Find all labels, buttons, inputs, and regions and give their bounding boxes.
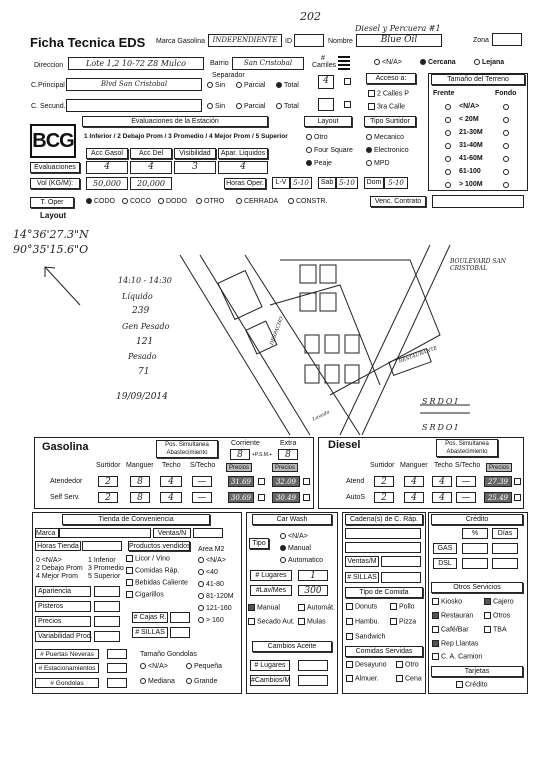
nombre-label: Nombre bbox=[328, 38, 353, 45]
label-lavado: Lavado bbox=[311, 409, 331, 423]
nombre-field[interactable]: Blue Oil bbox=[356, 34, 442, 47]
fondo-radio-3[interactable] bbox=[503, 143, 509, 149]
separador1-total[interactable]: Total bbox=[276, 82, 299, 89]
cadena-title: Cadena(s) de C. Ráp. bbox=[345, 514, 423, 525]
tamano-option-3: 31-40M bbox=[459, 142, 483, 149]
tamano-option-0: <N/A> bbox=[459, 103, 480, 110]
servicio-otros[interactable]: Otros bbox=[484, 612, 510, 619]
tamano-option-2: 21-30M bbox=[459, 129, 483, 136]
producto-checkbox-2[interactable]: Bebidas Caliente bbox=[126, 579, 188, 586]
gas-stecho-field[interactable]: — bbox=[192, 492, 212, 503]
label-restaurante: RESTAURANTE bbox=[398, 345, 439, 365]
carwash-automatico[interactable]: Automatico bbox=[280, 557, 323, 564]
carwash-lugares-field[interactable]: 1 bbox=[298, 570, 328, 581]
lejana-radio[interactable]: Lejana bbox=[474, 59, 504, 66]
carwash-opt-manual[interactable]: Manual bbox=[248, 604, 280, 611]
carwash-opt-automat[interactable]: Automát. bbox=[298, 604, 335, 611]
area-radio-2[interactable]: 41-80 bbox=[198, 581, 224, 588]
area-radio-4[interactable]: 121-160 bbox=[198, 605, 232, 612]
toper-option-3[interactable]: OTRO bbox=[196, 198, 224, 205]
estacionamientos-field[interactable] bbox=[107, 663, 127, 673]
calle3-checkbox[interactable]: 3ra Calle bbox=[368, 103, 405, 110]
tienda-field-label-2: Precios bbox=[35, 616, 91, 627]
fondo-radio-6[interactable] bbox=[503, 182, 509, 188]
vol-field-2[interactable]: 20,000 bbox=[130, 177, 172, 190]
puertas-label: # Puertas Neveras bbox=[35, 649, 99, 659]
dsl-precio-field[interactable]: 25.49 bbox=[484, 492, 512, 503]
credito-pct-label: % bbox=[462, 528, 488, 539]
toper-option-5[interactable]: CONSTR. bbox=[288, 198, 328, 205]
venc-contrato-field[interactable] bbox=[432, 195, 524, 208]
note-date: 19/09/2014 bbox=[116, 392, 168, 402]
direccion-field[interactable]: Lote 1,2 10-72 Z8 Mulco bbox=[68, 57, 204, 70]
dsl-manguer-field[interactable]: 4 bbox=[404, 492, 424, 503]
cambios-title: Cambios Aceite bbox=[252, 641, 332, 652]
form-title: Ficha Tecnica EDS bbox=[30, 35, 146, 50]
tarjetas-header: Tarjetas bbox=[431, 666, 523, 677]
layout-otro[interactable]: Otro bbox=[306, 134, 328, 141]
tamano-option-6: > 100M bbox=[459, 181, 483, 188]
carwash-title: Car Wash bbox=[252, 514, 332, 525]
dom-label: Dom bbox=[364, 177, 384, 189]
producto-checkbox-1[interactable]: Comidas Ráp. bbox=[126, 567, 179, 574]
page-number: 202 bbox=[300, 10, 321, 23]
frente-radio-0[interactable] bbox=[445, 104, 451, 110]
fondo-radio-4[interactable] bbox=[503, 156, 509, 162]
carwash-na[interactable]: <N/A> bbox=[280, 533, 308, 540]
dsl-col-manguer: Manguer bbox=[400, 462, 428, 469]
toper-label: T. Oper bbox=[30, 197, 74, 208]
tamano-terreno-section bbox=[428, 73, 528, 191]
dsl-row-label: AutoS bbox=[346, 494, 366, 501]
eval-value-acc-gasol[interactable]: 4 bbox=[86, 161, 128, 174]
venc-contrato-label: Venc. Contrato bbox=[370, 196, 426, 207]
dsl-col-surtidor: Surtidor bbox=[370, 462, 395, 469]
tienda-field-input-3[interactable] bbox=[94, 631, 120, 642]
eval-scale: 1 Inferior / 2 Debajo Prom / 3 Promedio / 4 Mejor Prom / 5 Superior bbox=[84, 133, 288, 140]
frente-radio-3[interactable] bbox=[445, 143, 451, 149]
gondolas-field[interactable] bbox=[107, 678, 127, 688]
credito-gas-label: GAS bbox=[433, 543, 457, 554]
dsl-col-precios: Precios bbox=[486, 463, 512, 472]
gas-precio-2-checkbox[interactable] bbox=[303, 478, 310, 485]
carwash-tipo-label: Tipo bbox=[249, 538, 269, 549]
carwash-opt-mulas[interactable]: Mulas bbox=[298, 618, 326, 625]
id-field[interactable] bbox=[294, 34, 324, 47]
horas-tienda-label: Horas Tienda bbox=[35, 541, 81, 551]
puertas-field[interactable] bbox=[107, 649, 127, 659]
gas-techo-field[interactable]: 4 bbox=[160, 492, 182, 503]
estacionamientos-label: # Estacionamientos bbox=[35, 663, 99, 673]
coordinate-lat: 14°36'27.3"N bbox=[13, 228, 89, 241]
servicio-cajero[interactable]: Cajero bbox=[484, 598, 514, 605]
layout-header: Layout bbox=[304, 116, 352, 127]
separador2-sin[interactable]: Sin bbox=[207, 103, 225, 110]
gondola-na[interactable]: <N/A> bbox=[140, 663, 168, 670]
gas-col-precios-1: Precios bbox=[226, 463, 252, 472]
carriles-checkbox[interactable] bbox=[344, 78, 353, 85]
toper-option-1[interactable]: COCO bbox=[122, 198, 151, 205]
psm-label: +P.S.M.+ bbox=[252, 452, 273, 458]
scale-2: 2 Debajo Prom bbox=[36, 565, 83, 572]
dsl-col-stecho: S/Techo bbox=[455, 462, 481, 469]
cadena-sillas-field[interactable] bbox=[381, 572, 421, 583]
surtidor-mecanico[interactable]: Mecanico bbox=[366, 134, 404, 141]
toper-option-2[interactable]: DODO bbox=[158, 198, 187, 205]
dsl-surtidor-field[interactable]: 2 bbox=[374, 476, 394, 487]
frente-label: Frente bbox=[433, 90, 455, 97]
productos-header: Productos vendidos bbox=[129, 543, 191, 550]
extra-label: Extra bbox=[280, 440, 297, 447]
scale-4: 4 Mejor Prom bbox=[36, 573, 79, 580]
barcode-icon bbox=[338, 56, 350, 72]
note-liquido: Líquido bbox=[122, 292, 153, 301]
tienda-field-input-0[interactable] bbox=[94, 586, 120, 597]
dsl-stecho-field[interactable]: — bbox=[456, 476, 476, 487]
separador2-parcial[interactable]: Parcial bbox=[236, 103, 265, 110]
lv-field[interactable]: 5-10 bbox=[290, 177, 312, 189]
area-radio-5[interactable]: > 160 bbox=[198, 617, 224, 624]
eval-header-visibilidad: Visibilidad bbox=[174, 148, 216, 159]
csecund-field[interactable] bbox=[66, 99, 202, 112]
marca-field[interactable]: INDEPENDIENTE bbox=[208, 34, 282, 47]
gas-col-techo: Techo bbox=[162, 462, 181, 469]
tamano-option-1: < 20M bbox=[459, 116, 479, 123]
gasolina-title: Gasolina bbox=[42, 441, 89, 453]
producto-checkbox-0[interactable]: Licor / Vino bbox=[126, 555, 170, 562]
gondolas-label: # Gondolas bbox=[35, 678, 99, 688]
tamano-header: Tamaño del Terreno bbox=[431, 74, 525, 85]
servicio-camion[interactable]: C. A. Camion bbox=[432, 653, 482, 660]
acceso-header: Acceso a: bbox=[366, 73, 416, 84]
dom-field[interactable]: 5-10 bbox=[384, 177, 408, 189]
carriles-label: # Carriles bbox=[312, 55, 337, 69]
id-label: ID bbox=[285, 38, 292, 45]
gas-precio-1-checkbox[interactable] bbox=[258, 494, 265, 501]
credito-title: Crédito bbox=[431, 514, 523, 525]
credito-dsl-dias[interactable] bbox=[492, 558, 518, 569]
carriles2-field[interactable] bbox=[318, 98, 334, 111]
cadena-ventas-field[interactable] bbox=[381, 556, 421, 567]
gas-precio-2-checkbox[interactable] bbox=[303, 494, 310, 501]
separador-label: Separador bbox=[212, 72, 245, 79]
vol-field-1[interactable]: 50,000 bbox=[86, 177, 128, 190]
comida-pollo[interactable]: Pollo bbox=[390, 603, 415, 610]
frente-radio-4[interactable] bbox=[445, 156, 451, 162]
tienda-field-label-1: Pisteros bbox=[35, 601, 91, 612]
dsl-precio-checkbox[interactable] bbox=[514, 494, 521, 501]
tienda-marca-field[interactable] bbox=[59, 528, 151, 538]
layout-section-label: Layout bbox=[40, 211, 67, 220]
scale-3: 3 Promedio bbox=[88, 565, 124, 572]
eval-header-acc-gasol: Acc Gasol bbox=[86, 148, 128, 159]
dsl-col-techo: Techo bbox=[434, 462, 453, 469]
fondo-label: Fondo bbox=[495, 90, 517, 97]
gondola-mediana[interactable]: Mediana bbox=[140, 678, 175, 685]
bcg-logo: BCG bbox=[30, 124, 76, 158]
corriente-label: Corriente bbox=[231, 440, 260, 447]
gas-manguer-field[interactable]: 8 bbox=[130, 492, 150, 503]
tarjeta-credito[interactable]: Crédito bbox=[456, 681, 488, 688]
cambios-mes-label: #Cambios/M bbox=[251, 677, 291, 684]
evaluaciones-label: Evaluaciones bbox=[30, 162, 80, 173]
comida-hambu[interactable]: Hambu. bbox=[346, 618, 380, 625]
comida-donuts[interactable]: Donuts bbox=[346, 603, 377, 610]
vol-label: Vol (KG/M): bbox=[30, 178, 80, 189]
tamano-gondolas-label: Tamaño Gondolas bbox=[140, 651, 197, 658]
sab-label: Sab bbox=[318, 177, 336, 189]
cajas-field[interactable] bbox=[170, 612, 190, 623]
tienda-field-input-2[interactable] bbox=[94, 616, 120, 627]
cadena-ventas-label: Ventas/M bbox=[345, 556, 379, 567]
eval-header-acc-del: Acc Del bbox=[130, 148, 172, 159]
area-radio-3[interactable]: 81-120M bbox=[198, 593, 234, 600]
credito-dias-label: Días bbox=[492, 528, 518, 539]
gas-stecho-field[interactable]: — bbox=[192, 476, 212, 487]
comida-pizza[interactable]: Pizza bbox=[390, 618, 416, 625]
carwash-lugares-label: # Lugares bbox=[250, 570, 292, 581]
comida-otro[interactable]: Otro bbox=[396, 661, 419, 668]
gas-row-label: Atendedor bbox=[50, 478, 83, 485]
tamano-option-5: 61-100 bbox=[459, 168, 481, 175]
comidas-servidas-header: Comidas Servidas bbox=[345, 646, 423, 657]
dsl-techo-field[interactable]: 4 bbox=[432, 492, 452, 503]
separador2-total[interactable]: Total bbox=[276, 103, 299, 110]
tienda-field-label-0: Apariencia bbox=[35, 586, 91, 597]
fondo-radio-2[interactable] bbox=[503, 130, 509, 136]
gas-surtidor-field[interactable]: 2 bbox=[98, 476, 118, 487]
eval-value-visibilidad[interactable]: 3 bbox=[174, 161, 216, 174]
layout-four-square[interactable]: Four Square bbox=[306, 147, 353, 154]
tienda-sillas-field[interactable] bbox=[170, 627, 190, 638]
servicio-tba[interactable]: TBA bbox=[484, 626, 507, 633]
scale-0: 0 <N/A> bbox=[36, 557, 62, 564]
frente-radio-2[interactable] bbox=[445, 130, 451, 136]
layout-peaje[interactable]: Peaje bbox=[306, 160, 332, 167]
carwash-opt-secado[interactable]: Secado Aut. bbox=[248, 618, 295, 625]
gas-col-stecho: S/Techo bbox=[190, 462, 216, 469]
calles2-checkbox[interactable]: 2 Calles P bbox=[368, 90, 409, 97]
gas-col-manguer: Manguer bbox=[126, 462, 154, 469]
direccion-label: Direccion bbox=[34, 62, 64, 69]
producto-checkbox-3[interactable]: Cigarillos bbox=[126, 591, 164, 598]
credito-dsl-pct[interactable] bbox=[462, 558, 488, 569]
scale-5: 5 Superior bbox=[88, 573, 121, 580]
label-srdoi-2: SRDOI bbox=[422, 423, 460, 432]
area-label: Area M2 bbox=[198, 546, 225, 553]
tienda-field-label-3: Variabilidad Prod. bbox=[35, 631, 91, 642]
cambios-mes-field[interactable] bbox=[298, 675, 328, 686]
csecund-label: C. Secund. bbox=[31, 103, 66, 110]
note-pesado: Pesado bbox=[128, 352, 157, 361]
diesel-pos-label: Pos. Simultanea Abastecimiento bbox=[436, 439, 498, 457]
gas-techo-field[interactable]: 4 bbox=[160, 476, 182, 487]
gas-row-label: Self Serv. bbox=[50, 494, 80, 501]
diesel-title: Diesel bbox=[328, 439, 361, 451]
note-time: 14:10 - 14:30 bbox=[118, 276, 172, 285]
fondo-radio-1[interactable] bbox=[503, 117, 509, 123]
comida-sandwich[interactable]: Sandwich bbox=[346, 633, 385, 640]
eval-value-apar-liquidos[interactable]: 4 bbox=[218, 161, 268, 174]
cajas-label: # Cajas R. bbox=[133, 614, 167, 621]
tamano-option-4: 41-60M bbox=[459, 155, 483, 162]
tienda-ventas-label: Ventas/N bbox=[153, 528, 191, 538]
area-radio-0[interactable]: <N/A> bbox=[198, 557, 226, 564]
tienda-title: Tienda de Conveniencia bbox=[62, 514, 210, 525]
dsl-precio-checkbox[interactable] bbox=[514, 478, 521, 485]
dsl-stecho-field[interactable]: — bbox=[456, 492, 476, 503]
cprincipal-field[interactable]: Blvd San Cristobal bbox=[66, 78, 202, 91]
servicio-kiosko[interactable]: Kiosko bbox=[432, 598, 462, 605]
separador1-parcial[interactable]: Parcial bbox=[236, 82, 265, 89]
frente-radio-6[interactable] bbox=[445, 182, 451, 188]
toper-option-4[interactable]: CERRADA bbox=[236, 198, 278, 205]
tienda-marca-label: Marca bbox=[35, 528, 59, 538]
comida-desayuno[interactable]: Desayuno bbox=[346, 661, 387, 668]
fondo-radio-5[interactable] bbox=[503, 169, 509, 175]
barrio-label: Barrio bbox=[210, 60, 229, 67]
dsl-manguer-field[interactable]: 4 bbox=[404, 476, 424, 487]
dsl-row-label: Atend bbox=[346, 478, 365, 485]
carwash-lav-label: #Lav/Mes bbox=[250, 585, 292, 596]
label-srdoi-1: SRDOI bbox=[422, 397, 460, 406]
gondola-pequena[interactable]: Pequeña bbox=[186, 663, 222, 670]
carwash-lav-field[interactable]: 300 bbox=[298, 585, 328, 596]
tienda-sillas-label: # SILLAS bbox=[132, 627, 168, 638]
cambios-lugares-label: # Lugares bbox=[250, 660, 290, 671]
gas-surtidor-field[interactable]: 2 bbox=[98, 492, 118, 503]
horas-tienda-field[interactable] bbox=[82, 541, 122, 551]
servicio-restauran[interactable]: Restauran bbox=[432, 612, 473, 619]
corriente-field[interactable]: 8 bbox=[230, 449, 250, 460]
comida-cena[interactable]: Cena bbox=[396, 675, 422, 682]
carwash-manual[interactable]: Manual bbox=[280, 545, 311, 552]
dsl-precio-field[interactable]: 27.39 bbox=[484, 476, 512, 487]
otros-servicios-header: Otros Servicios bbox=[431, 582, 523, 593]
note-liquido-value: 239 bbox=[132, 306, 150, 316]
eval-title: Evaluaciones de la Estación bbox=[82, 116, 268, 127]
gasolina-pos-label: Pos. Simultanea Abastecimiento bbox=[156, 440, 218, 458]
note-gen-pesado-value: 121 bbox=[136, 337, 154, 347]
gas-precio-1-field[interactable]: 30.69 bbox=[228, 492, 254, 503]
servicio-rep-llantas[interactable]: Rep Llantas bbox=[432, 640, 478, 647]
servicio-cafe[interactable]: Café/Bar bbox=[432, 626, 469, 633]
sab-field[interactable]: 5-10 bbox=[336, 177, 358, 189]
gas-precio-1-field[interactable]: 31.69 bbox=[228, 476, 254, 487]
gas-precio-1-checkbox[interactable] bbox=[258, 478, 265, 485]
separador1-sin[interactable]: Sin bbox=[207, 82, 225, 89]
label-boulevard: BOULEVARD SAN CRISTOBAL bbox=[450, 258, 507, 272]
cambios-lugares-field[interactable] bbox=[298, 660, 328, 671]
fondo-radio-0[interactable] bbox=[503, 104, 509, 110]
tipo-comida-header: Tipo de Comida bbox=[345, 587, 423, 598]
zona-field[interactable] bbox=[492, 33, 522, 46]
cadena-field-2[interactable] bbox=[345, 542, 421, 553]
gas-col-precios-2: Precios bbox=[272, 463, 298, 472]
eval-header-apar-liquidos: Apar. Liquidos bbox=[218, 148, 268, 159]
lv-label: L-V bbox=[272, 177, 290, 189]
zona-label: Zona bbox=[473, 37, 489, 44]
credito-gas-pct[interactable] bbox=[462, 543, 488, 554]
horas-oper-label: Horas Oper. bbox=[224, 178, 266, 189]
credito-dsl-label: DSL bbox=[433, 558, 457, 569]
gas-col-surtidor: Surtidor bbox=[96, 462, 121, 469]
gas-precio-2-field[interactable]: 32.09 bbox=[272, 476, 300, 487]
tienda-ventas-field[interactable] bbox=[193, 528, 223, 538]
dsl-techo-field[interactable]: 4 bbox=[432, 476, 452, 487]
na-radio[interactable]: <N/A> bbox=[374, 59, 402, 66]
carriles-field[interactable]: 4 bbox=[318, 75, 334, 89]
toper-option-0[interactable]: CODO bbox=[86, 198, 115, 205]
barrio-field[interactable]: San Cristobal bbox=[232, 57, 304, 70]
tipo-surtidor-header: Tipo Surtidor bbox=[364, 116, 416, 127]
gondola-grande[interactable]: Grande bbox=[186, 678, 217, 685]
surtidor-electronico[interactable]: Electronico bbox=[366, 147, 409, 154]
note-gen-pesado: Gen Pesado bbox=[122, 322, 170, 331]
carriles2-checkbox[interactable] bbox=[344, 101, 353, 108]
comida-almuer[interactable]: Almuer. bbox=[346, 675, 379, 682]
marca-label: Marca Gasolina bbox=[156, 38, 206, 45]
label-despacho: DESPACHO bbox=[269, 315, 285, 347]
eval-value-acc-del[interactable]: 4 bbox=[130, 161, 172, 174]
note-pesado-value: 71 bbox=[138, 367, 150, 377]
dsl-surtidor-field[interactable]: 2 bbox=[374, 492, 394, 503]
extra-field[interactable]: 8 bbox=[278, 449, 298, 460]
nombre-note: Diesel y Percuera #1 bbox=[355, 24, 441, 33]
credito-gas-dias[interactable] bbox=[492, 543, 518, 554]
tienda-field-input-1[interactable] bbox=[94, 601, 120, 612]
frente-radio-5[interactable] bbox=[445, 169, 451, 175]
area-radio-1[interactable]: <40 bbox=[198, 569, 218, 576]
cadena-sillas-label: # SILLAS bbox=[345, 572, 379, 583]
cadena-field-1[interactable] bbox=[345, 528, 421, 539]
cprincipal-label: C.Principal bbox=[31, 82, 65, 89]
frente-radio-1[interactable] bbox=[445, 117, 451, 123]
gas-manguer-field[interactable]: 8 bbox=[130, 476, 150, 487]
cercana-radio[interactable]: Cercana bbox=[420, 59, 456, 66]
scale-1: 1 Inferior bbox=[88, 557, 116, 564]
surtidor-mpd[interactable]: MPD bbox=[366, 160, 390, 167]
gas-precio-2-field[interactable]: 30.49 bbox=[272, 492, 300, 503]
coordinate-lon: 90°35'15.6"O bbox=[13, 243, 89, 256]
